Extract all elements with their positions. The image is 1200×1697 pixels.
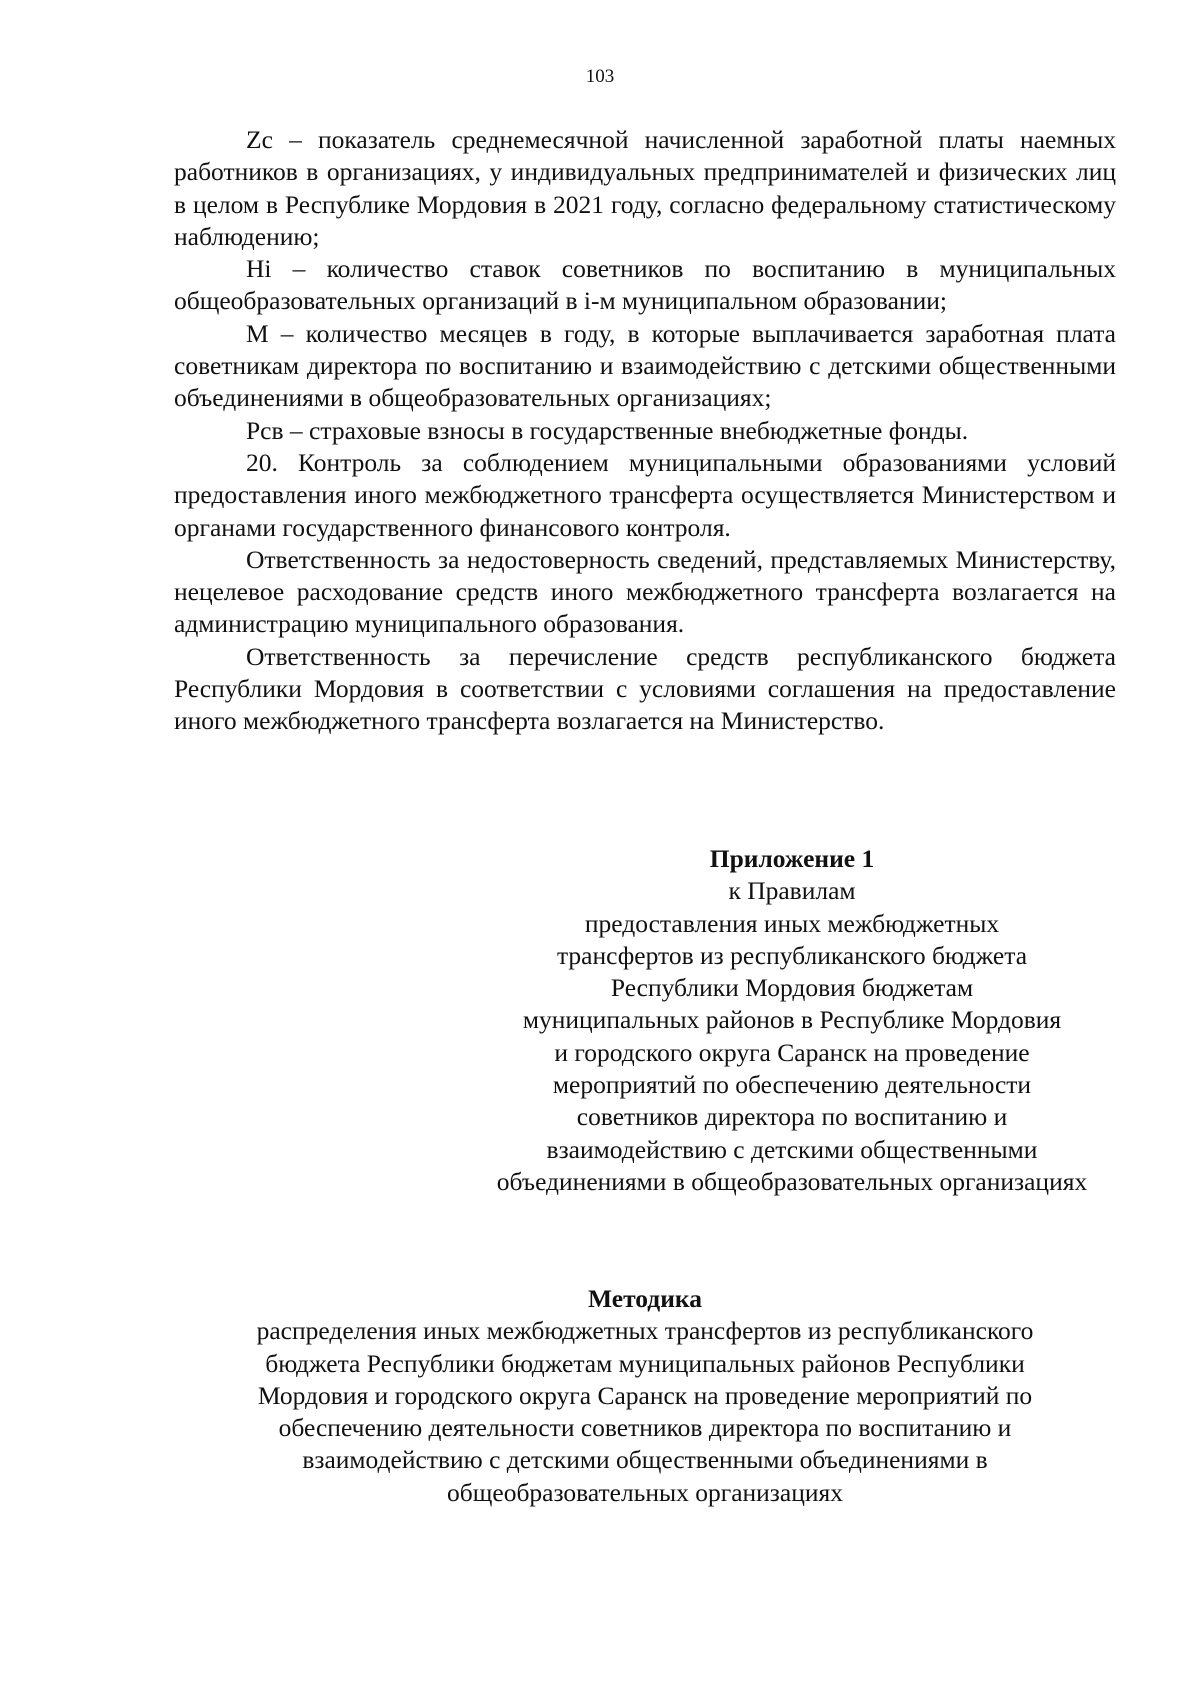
methodology-line: Мордовия и городского округа Саранск на проведение мероприятий по	[257, 1380, 1033, 1410]
appendix-title: Приложение 1	[709, 844, 875, 873]
appendix-line: муниципальных районов в Республике Мордовия	[522, 1005, 1062, 1035]
appendix-line: мероприятий по обеспечению деятельности	[552, 1070, 1032, 1100]
paragraph-rsv: Рсв – страховые взносы в государственные внебюджетные фонды.	[246, 415, 969, 445]
appendix-line: к Правилам	[728, 876, 856, 906]
page-number: 103	[585, 66, 615, 87]
paragraph-control: 20. Контроль за соблюдением муниципальными образованиями условий предоставления иного межбюджетного трансферта осуществляется Министерством и органами государственного финансового контроля.	[174, 447, 1116, 542]
appendix-line: Республики Мордовия бюджетам	[610, 973, 974, 1003]
appendix-line: объединениями в общеобразовательных организациях	[496, 1166, 1088, 1196]
appendix-header	[463, 843, 1121, 1198]
paragraph-zc: Zc – показатель среднемесячной начисленной заработной платы наемных работников в организациях, у индивидуальных предпринимателей и физических лиц в целом в Республике Мордовия в 2021 году, согласно федеральному статистическому наблюдению;	[174, 125, 1116, 251]
appendix-line: трансфертов из республиканского бюджета	[556, 940, 1028, 970]
paragraph-hi: Hi – количество ставок советников по воспитанию в муниципальных общеобразовательных организаций в i-м муниципальном образовании;	[174, 254, 1116, 316]
appendix-line: советников директора по воспитанию и	[576, 1102, 1008, 1132]
methodology-line: бюджета Республики бюджетам муниципальных районов Республики	[265, 1348, 1025, 1378]
appendix-line: взаимодействию с детскими общественными	[546, 1134, 1038, 1164]
appendix-line: и городского округа Саранск на проведение	[554, 1037, 1030, 1067]
methodology-line: общеобразовательных организациях	[447, 1477, 843, 1507]
paragraph-m: M – количество месяцев в году, в которые выплачивается заработная плата советникам директора по воспитанию и взаимодействию с детскими общественными объединениями в общеобразовательных организациях;	[174, 318, 1116, 413]
body-text	[174, 124, 1116, 738]
methodology-heading	[174, 1283, 1116, 1509]
methodology-line: обеспечению деятельности советников директора по воспитанию и	[278, 1413, 1012, 1443]
appendix-line: предоставления иных межбюджетных	[584, 908, 1000, 938]
paragraph-responsibility-2: Ответственность за перечисление средств республиканского бюджета Республики Мордовия в соответствии с условиями соглашения на предоставление иного межбюджетного трансферта возлагается на Министерство.	[174, 641, 1116, 736]
methodology-title: Методика	[588, 1284, 702, 1313]
methodology-line: взаимодействию с детскими общественными объединениями в	[302, 1445, 988, 1475]
paragraph-responsibility-1: Ответственность за недостоверность сведений, представляемых Министерству, нецелевое расходование средств иного межбюджетного трансферта возлагается на администрацию муниципального образования.	[174, 544, 1116, 639]
methodology-line: распределения иных межбюджетных трансфертов из республиканского	[256, 1316, 1034, 1346]
